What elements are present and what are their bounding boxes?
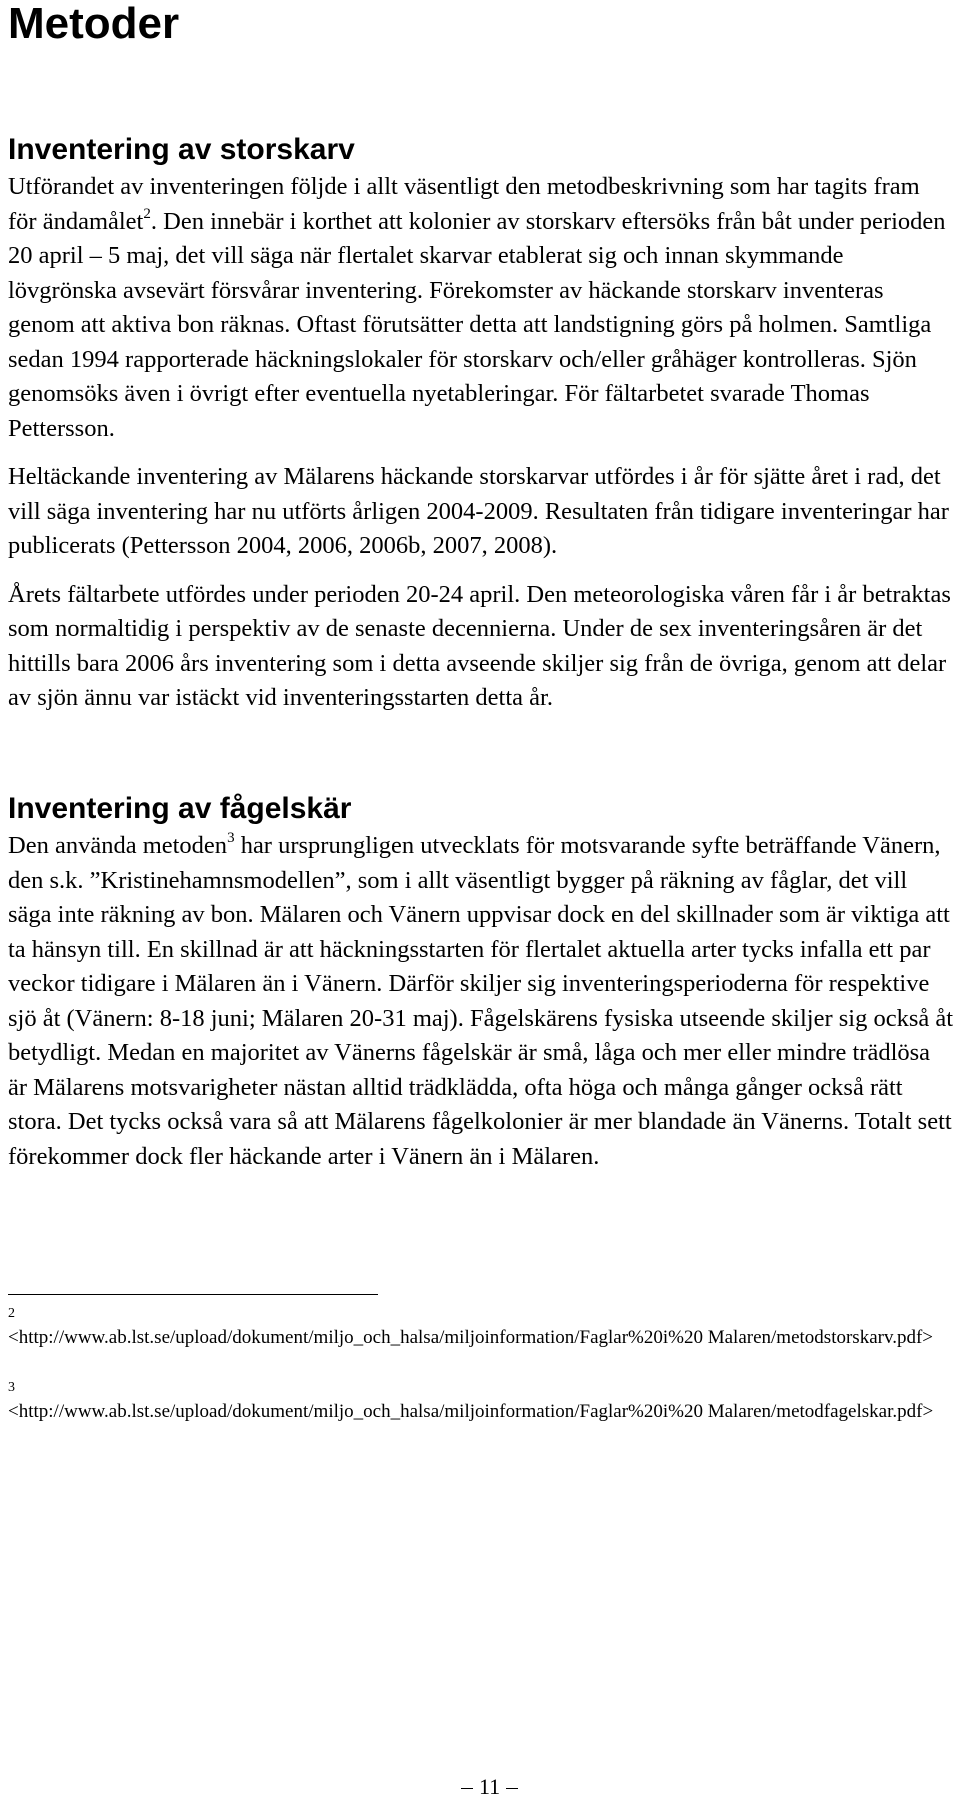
paragraph: Heltäckande inventering av Mälarens häckande storskarvar utfördes i år för sjätte året i rad, det vill säga inventering har nu utförts årligen 2004-2009. Resultaten från tidigare inventeringar har publicerats (Pettersson 2004, 2006, 2006b, 2007, 2008).: [8, 463, 949, 559]
dash: [506, 1788, 518, 1789]
footnote-text: <http://www.ab.lst.se/upload/dokument/miljo_och_halsa/miljoinformation/Faglar%20i%20 Malaren/metodstorskarv.pdf>: [8, 1327, 934, 1348]
section-fagelskar: [8, 829, 954, 1174]
page-title: Metoder: [8, 0, 180, 48]
footnote-number: 2: [8, 1306, 15, 1321]
paragraph: [8, 829, 954, 1174]
page-number-value: 11: [479, 1774, 501, 1799]
paragraph-text: har ursprungligen utvecklats för motsvarande syfte beträffande Vänern, den s.k. ”Kristinehamnsmodellen”, som i allt väsentligt bygger på räkning av fåglar, det vill säga inte räkning av bon. Mälaren och Vänern uppvisar dock en del skillnader som är viktiga att ta hänsyn till. En skillnad är att häckningsstarten för flertalet aktuella arter tycks infalla ett par veckor tidigare i Mälaren än i Vänern. Därför skiljer sig inventeringsperioderna för respektive sjö åt (Vänern: 8-18 juni; Mälaren 20-31 maj). Fågelskärens fysiska utseende skiljer sig också åt betydligt. Medan en majoritet av Vänerns fågelskär är små, låga och mer eller mindre trädlösa är Mälarens motsvarigheter nästan alltid trädklädda, ofta höga och många gånger också rätt stora. Det tycks också vara så att Mälarens fågelkolonier är mer blandade än Vänerns. Totalt sett förekommer dock fler häckande arter i Vänern än i Mälaren.: [8, 832, 954, 1170]
section-heading-storskarv: Inventering av storskarv: [8, 133, 355, 166]
page-number: [455, 1774, 524, 1800]
section-storskarv: [8, 170, 954, 716]
section-heading-fagelskar: Inventering av fågelskär: [8, 792, 352, 825]
footnote-ref: 3: [227, 830, 235, 846]
footnote-text: <http://www.ab.lst.se/upload/dokument/miljo_och_halsa/miljoinformation/Faglar%20i%20 Malaren/metodfagelskar.pdf>: [8, 1401, 934, 1422]
footnote-divider: [8, 1294, 378, 1295]
paragraph: Årets fältarbete utfördes under perioden 20-24 april. Den meteorologiska våren får i år betraktas som normaltidig i perspektiv av de senaste decennierna. Under de sex inventeringsåren är det hittills bara 2006 års inventering som i detta avseende skiljer sig från de övriga, genom att delar av sjön ännu var istäckt vid inventeringsstarten detta år.: [8, 580, 951, 711]
paragraph: [8, 170, 954, 446]
footnote-ref: 2: [143, 205, 151, 222]
paragraph-text: Utförandet av inventeringen följde i allt väsentligt den metodbeskrivning som har tagits fram för ändamålet: [8, 173, 920, 235]
paragraph-text: . Den innebär i korthet att kolonier av storskarv eftersöks från båt under perioden 20 april – 5 maj, det vill säga när flertalet skarvar etablerat sig och innan skymmande lövgrönska avsevärt försvårar inventering. Förekomster av häckande storskarv inventeras genom att aktiva bon räknas. Oftast förutsätter detta att landstigning görs på holmen. Samtliga sedan 1994 rapporterade häckningslokaler för storskarv och/eller gråhäger kontrolleras. Sjön genomsöks även i övrigt efter eventuella nyetableringar. För fältarbetet svarade Thomas Pettersson.: [8, 207, 946, 442]
paragraph-text: Den använda metoden: [8, 832, 228, 859]
footnote-number: 3: [8, 1380, 15, 1395]
dash: [461, 1788, 473, 1789]
